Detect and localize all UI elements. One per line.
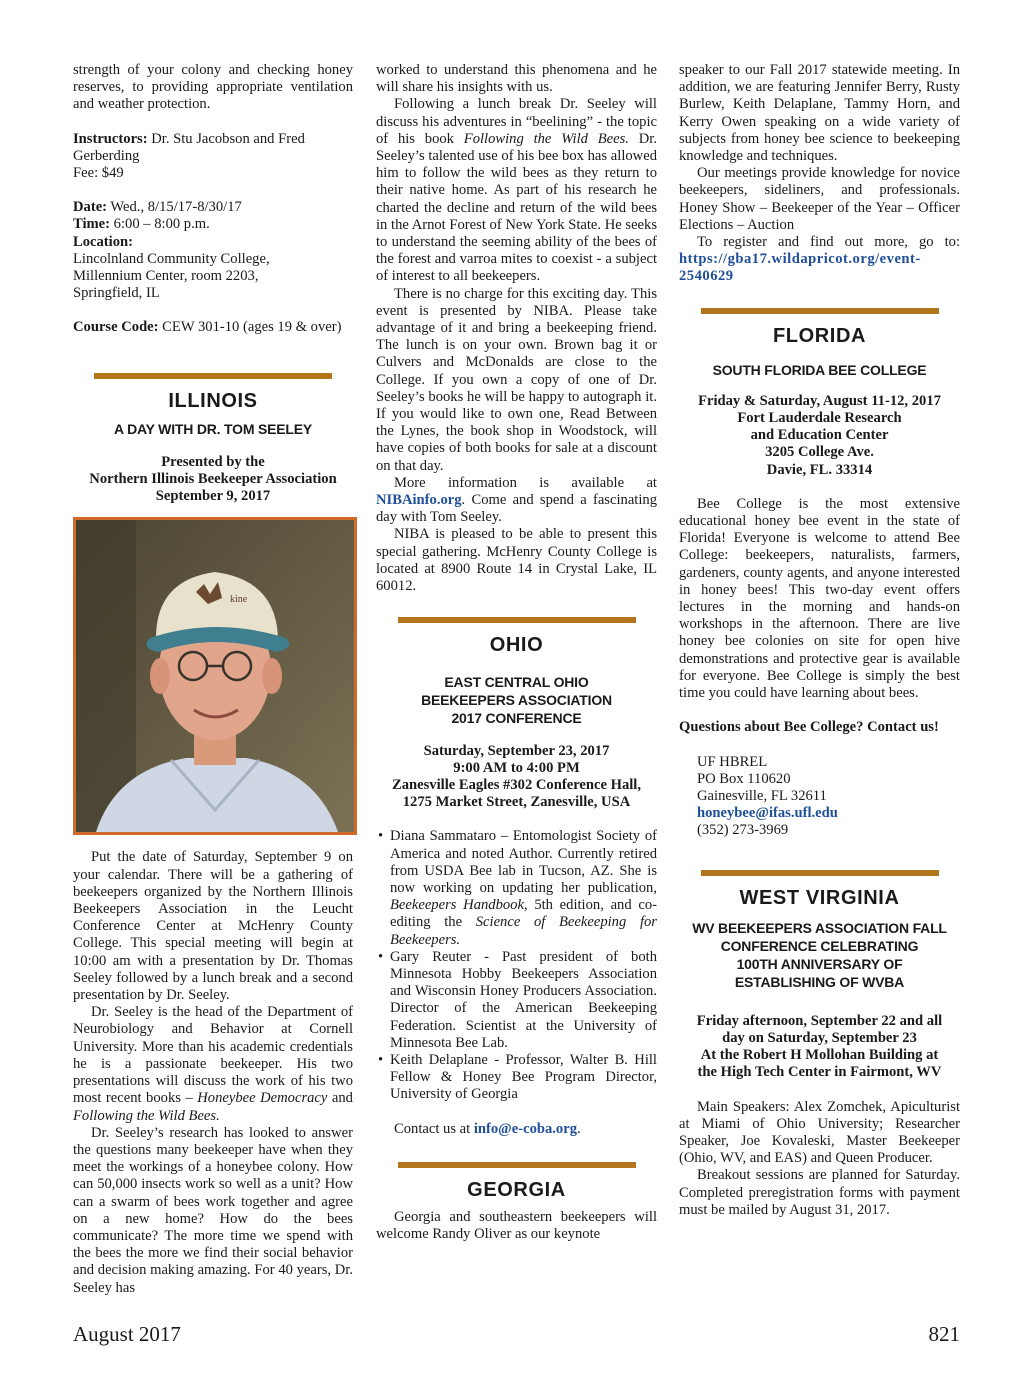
section-subtitle: BEEKEEPERS ASSOCIATION — [421, 691, 612, 708]
column-1 — [73, 62, 353, 1297]
section-divider — [701, 870, 939, 876]
section-subtitle: 100TH ANNIVERSARY OF — [736, 955, 903, 972]
portrait-illustration — [76, 520, 354, 832]
body-paragraph: NIBA is pleased to be able to present this special gathering. McHenry County College is located at 8900 Route 14 in Crystal Lake, IL 60012. — [376, 526, 657, 595]
event-detail: the High Tech Center in Fairmont, WV — [697, 1064, 942, 1081]
book-title: Beekeepers Handbook — [390, 897, 524, 914]
address-line: UF HBREL — [697, 753, 768, 770]
questions-line: Questions about Bee College? Contact us! — [679, 719, 939, 736]
body-paragraph — [679, 234, 960, 286]
body-paragraph — [73, 1004, 353, 1124]
event-detail: Zanesville Eagles #302 Conference Hall, — [391, 776, 642, 793]
event-detail: 1275 Market Street, Zanesville, USA — [402, 794, 631, 811]
location-line: Lincolnland Community College, — [73, 250, 270, 267]
event-detail: 9:00 AM to 4:00 PM — [453, 759, 580, 776]
date-label: Date: — [73, 199, 108, 216]
event-detail: Friday & Saturday, August 11-12, 2017 — [698, 392, 941, 409]
body-paragraph: Main Speakers: Alex Zomchek, Apiculturist at Miami of Ohio University; Researcher Speaker, Joe Kovaleski, Master Beekeeper (Ohio, WV, and EAS) and Queen Producer. — [679, 1098, 960, 1167]
body-paragraph: There is no charge for this exciting day. This event is presented by NIBA. Please take advantage of it and bring a beekeeping friend. The lunch is on your own. Brown bag it or Culvers and McDonalds are close to the College. If you own a copy of one of Dr. Seeley’s books he will be happy to autograph it. If you would like to own one, Read Between the Lynes, the book shop in Woodstock, will have copies of both books for sale at a discount on that day. — [376, 285, 657, 474]
photo-tom-seeley — [73, 517, 357, 835]
instructors — [73, 131, 353, 165]
email-link[interactable]: info@e-coba.org — [473, 1120, 578, 1137]
list-item — [376, 1052, 657, 1104]
event-detail: At the Robert H Mollohan Building at — [700, 1047, 939, 1064]
body-paragraph — [376, 96, 657, 285]
intro-paragraph: strength of your colony and checking honey reserves, to providing appropriate ventilation and weather protection. — [73, 62, 353, 113]
section-heading-florida: FLORIDA — [772, 324, 867, 347]
event-detail: Friday afternoon, September 22 and all — [696, 1012, 943, 1029]
time-label: Time: — [73, 216, 111, 233]
registration-link[interactable]: https://gba17.wildapricot.org/event-2540629 — [679, 251, 921, 285]
column-3 — [679, 62, 960, 1219]
section-heading-ohio: OHIO — [489, 634, 544, 657]
event-detail: day on Saturday, September 23 — [722, 1029, 917, 1046]
date-value: Wed., 8/15/17-8/30/17 — [107, 199, 242, 216]
section-divider — [94, 373, 332, 379]
body-text: Dr. Seeley’s talented use of his bee box has allowed him to follow the wild bees as they return to their native home. As part of his research he charted the decline and return of the wild bees in the Arnot Forest of New York State. He seeks to understand the seeming ability of the bees of the forest and varroa mites to coexist - a subject of interest to all beekeepers. — [376, 130, 658, 285]
section-subtitle: EAST CENTRAL OHIO — [444, 673, 589, 690]
event-detail: Saturday, September 23, 2017 — [423, 742, 610, 759]
address-line: Gainesville, FL 32611 — [697, 787, 827, 804]
body-text: Gary Reuter - Past president of both Minnesota Hobby Beekeepers Association and Wisconsin Honey Producers Association. Director of the American Beekeeping Federation. Scientist at the University of Minnesota Bee Lab. — [390, 948, 657, 1051]
location-line: Millennium Center, room 2203, — [73, 268, 259, 285]
body-paragraph: Our meetings provide knowledge for novice beekeepers, sideliners, and professionals. Honey Show – Beekeeper of the Year – Officer Elections – Auction — [679, 165, 960, 233]
bullet-icon: • — [378, 948, 384, 965]
location-label: Location: — [73, 233, 133, 250]
section-subtitle: CONFERENCE CELEBRATING — [720, 937, 919, 954]
body-paragraph: Bee College is the most extensive educational honey bee event in the state of Florida! Everyone is welcome to attend Bee College: beekeepers, naturalists, farmers, gardeners, county agents, and anyone interested in honey bees! This two-day event offers lectures in the morning and hands-on workshops in the afternoon. There are live honey bee colonies on site for open hive demonstrations and protective gear is available for everyone. Bee College is simply the best time you could have learning about bees. — [679, 495, 960, 702]
list-item — [376, 828, 657, 948]
event-detail: and Education Center — [750, 427, 889, 444]
course-time — [73, 216, 353, 233]
body-text: . — [577, 1120, 581, 1137]
event-detail: Fort Lauderdale Research — [737, 410, 902, 427]
book-title: Following the Wild Bees. — [463, 130, 629, 147]
section-subtitle: A DAY WITH DR. TOM SEELEY — [113, 420, 313, 437]
fee: Fee: $49 — [73, 165, 124, 182]
body-paragraph: Georgia and southeastern beekeepers will welcome Randy Oliver as our keynote — [376, 1208, 657, 1243]
book-title: Following the Wild Bees. — [73, 1107, 220, 1124]
body-paragraph: Put the date of Saturday, September 9 on your calendar. There will be a gathering of beekeepers organized by the Northern Illinois Beekeepers Association in the Leucht Conference Center at McHenry County College. This special meeting will begin at 10:00 am with a presentation by Dr. Thomas Seeley followed by a lunch break and a second presentation by Dr. Seeley. — [73, 849, 353, 1004]
bullet-icon: • — [378, 828, 384, 845]
location-line: Springfield, IL — [73, 285, 160, 302]
email-link[interactable]: honeybee@ifas.ufl.edu — [697, 805, 838, 822]
course-code — [73, 319, 353, 336]
section-subtitle: SOUTH FLORIDA BEE COLLEGE — [712, 361, 927, 378]
instructors-label: Instructors: — [73, 130, 148, 147]
page-number: 821 — [928, 1322, 960, 1346]
nibainfo-link[interactable]: NIBAinfo.org — [376, 492, 462, 509]
course-code-value: CEW 301-10 (ages 19 & over) — [158, 319, 342, 336]
body-text: To register and find out more, go to: — [697, 234, 960, 251]
section-divider — [398, 617, 636, 623]
section-subtitle: 2017 CONFERENCE — [451, 709, 582, 726]
body-text: , 5th edition, and co-editing the — [390, 897, 657, 931]
phone-line: (352) 273-3969 — [697, 822, 789, 839]
section-subtitle: WV BEEKEEPERS ASSOCIATION FALL — [692, 919, 947, 936]
body-paragraph — [376, 475, 657, 527]
book-title: Honeybee Democracy — [197, 1090, 328, 1107]
course-code-label: Course Code: — [73, 319, 159, 336]
section-divider — [701, 308, 939, 314]
address-line: PO Box 110620 — [697, 770, 791, 787]
footer-date: August 2017 — [73, 1322, 181, 1346]
body-text: Dr. Seeley is the head of the Department of Neurobiology and Behavior at Cornell University. More than his academic credentials he is a passionate beekeeper. His two presentations will discuss the work of his two most recent books – — [73, 1004, 353, 1107]
contact-line — [376, 1121, 657, 1138]
bullet-icon: • — [378, 1051, 384, 1068]
instructors-value: Dr. Stu Jacobson and Fred Gerberding — [73, 130, 305, 164]
section-heading-illinois: ILLINOIS — [168, 389, 258, 412]
body-paragraph: speaker to our Fall 2017 statewide meeting. In addition, we are featuring Jennifer Berry, Rusty Burlew, Keith Delaplane, Tammy Horn, and Kerry Owen speaking on a wide variety of subjects from honey bee science to beekeeping knowledge and techniques. — [679, 62, 960, 165]
body-text: Keith Delaplane - Professor, Walter B. Hill Fellow & Honey Bee Program Director, University of Georgia — [390, 1051, 657, 1103]
body-text: More information is available at — [394, 474, 657, 491]
presented-line: Presented by the — [161, 453, 265, 470]
section-heading-georgia: GEORGIA — [467, 1178, 566, 1201]
section-heading-west-virginia: WEST VIRGINIA — [739, 886, 900, 909]
section-divider — [398, 1162, 636, 1168]
book-title: Science of Beekeeping for Beekeepers. — [390, 914, 657, 948]
body-paragraph: worked to understand this phenomena and he will share his insights with us. — [376, 62, 657, 96]
section-subtitle: ESTABLISHING OF WVBA — [734, 973, 905, 990]
body-text: and — [327, 1090, 353, 1107]
email-line — [679, 805, 960, 822]
presented-line: September 9, 2017 — [155, 488, 271, 505]
presented-line: Northern Illinois Beekeeper Association — [89, 471, 337, 488]
body-text: Contact us at — [394, 1120, 474, 1137]
speaker-list — [376, 828, 657, 1103]
column-2 — [376, 62, 657, 1243]
list-item — [376, 949, 657, 1052]
event-detail: Davie, FL. 33314 — [766, 461, 873, 478]
body-text: Following a lunch break Dr. Seeley will discuss his adventures in “beelining” - the topic of his book — [376, 96, 657, 147]
body-text: Diana Sammataro – Entomologist Society of America and noted Author. Currently retired from USDA Bee lab in Tucson, AZ. She is now working on updating her publication, — [390, 828, 657, 896]
course-date — [73, 199, 353, 216]
time-value: 6:00 – 8:00 p.m. — [110, 216, 210, 233]
body-paragraph: Dr. Seeley’s research has looked to answer the questions many beekeeper have when they meet the workings of a honeybee colony. How can 50,000 insects work so well as a unit? How can a swarm of bees work together and agree on a new home? How do the bees communicate? The more time we spend with the bees the more we find their social behavior and decision making amazing. For 40 years, Dr. Seeley has — [73, 1124, 353, 1296]
event-detail: 3205 College Ave. — [765, 444, 874, 461]
body-text: . Come and spend a fascinating day with Tom Seeley. — [376, 492, 657, 526]
body-paragraph: Breakout sessions are planned for Saturday. Completed preregistration forms with payment must be mailed by August 31, 2017. — [679, 1167, 960, 1218]
cap-logo: kine — [230, 594, 248, 606]
